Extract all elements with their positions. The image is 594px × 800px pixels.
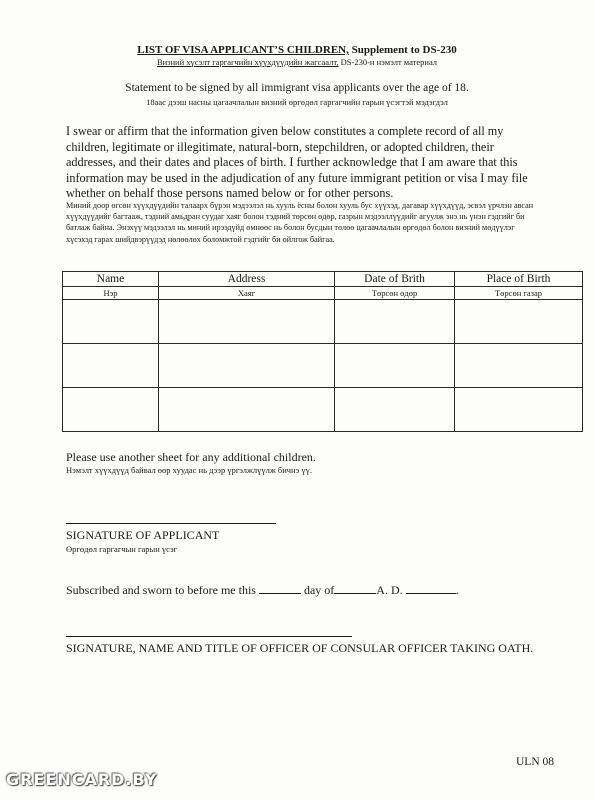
header-date-of-birth-mn: Төрсөн өдөр (335, 287, 455, 300)
header-place-of-birth-mn: Төрсөн газар (455, 287, 583, 300)
sworn-statement (66, 582, 459, 598)
date-of-birth-cell[interactable] (335, 388, 455, 432)
year-blank[interactable] (406, 582, 456, 594)
oath-paragraph-en: I swear or affirm that the information given below constitutes a complete record of all my children, legitimate or illegitimate, natural-born, stepchildren, or adopted children, their addresses, and their dates and places of birth. I further acknowledge that I am aware that this information may be used in the adjudication of any future immigrant petition or visa I may file whether on behalf those persons named below or for other persons. (66, 124, 528, 200)
address-cell[interactable] (159, 344, 335, 388)
sworn-ad: A. D. (376, 583, 403, 597)
sworn-day-of: day of (303, 583, 335, 597)
officer-signature-label: SIGNATURE, NAME AND TITLE OF OFFICER OF CONSULAR OFFICER TAKING OATH. (66, 641, 534, 655)
table-header-row-mn (63, 287, 583, 300)
date-of-birth-cell[interactable] (335, 344, 455, 388)
day-blank[interactable] (259, 582, 301, 594)
form-supplement-mn: DS-230-н нэмэлт материал (338, 57, 438, 67)
applicant-signature-line[interactable] (66, 523, 276, 524)
place-of-birth-cell[interactable] (455, 300, 583, 344)
form-title-mn (0, 57, 594, 67)
header-place-of-birth: Place of Birth (455, 272, 583, 287)
officer-signature-line[interactable] (66, 636, 352, 637)
name-cell[interactable] (63, 388, 159, 432)
name-cell[interactable] (63, 300, 159, 344)
place-of-birth-cell[interactable] (455, 344, 583, 388)
applicant-signature-label-mn: Өргөдөл гаргагчын гарын үсэг (66, 544, 178, 554)
statement-en: Statement to be signed by all immigrant visa applicants over the age of 18. (125, 82, 469, 94)
site-watermark: GREENCARD.BY (6, 770, 158, 789)
oath-paragraph-mn: Миний доор өгсөн хүүхдүүдийн талаарх бүрэн мэдээлэл нь хууль ёсны болон хууль бус хүүхэд, дагавар хүүхдүүд, эсвэл үрчлэн авсан хүүхдүүдийг багтааж, тэдний амьдран суудаг хаяг болон тэдний төрсөн өдөр, газрын мэдээллүүдийг агуулж энэ нь үнэн гэдгийг би батлаж байна. Энэхүү мэдээлэл нь миний ирээдүйд өмнөөс нь болон бусдын төлөө цагаачлалын өргөдөл болон визний мөдүүлэг хүсэхэд гарах шийдвэрүүдэд нөлөөлөх боломжтой гэдгийг би ойлгож байгаа. (66, 201, 534, 244)
statement-mn: 18аас дээш насны цагаачлалын визний өргөдөл гаргагчийн гарын үсэгтэй мэдэгдэл (146, 97, 448, 107)
table-row[interactable] (63, 300, 583, 344)
name-cell[interactable] (63, 344, 159, 388)
sworn-end: . (455, 583, 459, 597)
date-of-birth-cell[interactable] (335, 300, 455, 344)
form-title (0, 44, 594, 56)
form-title-mn-text: Визний хүсэлт гаргагчийн хүүхдүүдийн жагсаалт, (156, 57, 339, 67)
place-of-birth-cell[interactable] (455, 388, 583, 432)
header-name-mn: Нэр (63, 287, 159, 300)
form-header (0, 44, 594, 67)
additional-note-mn: Нэмэлт хүүхдүүд байвал өөр хуудас нь дээр үргэлжлүүлж бичнэ үү. (66, 465, 312, 475)
month-blank[interactable] (334, 582, 376, 594)
sworn-prefix: Subscribed and sworn to before me this (66, 583, 256, 597)
address-cell[interactable] (159, 300, 335, 344)
header-address-mn: Хаяг (159, 287, 335, 300)
table-header-row-en (63, 272, 583, 287)
applicant-signature-label: SIGNATURE OF APPLICANT (66, 528, 220, 542)
table-row[interactable] (63, 388, 583, 432)
form-supplement: Supplement to DS-230 (348, 44, 457, 56)
form-title-text: LIST OF VISA APPLICANT’S CHILDREN, (137, 44, 349, 56)
table-row[interactable] (63, 344, 583, 388)
header-name: Name (63, 272, 159, 287)
address-cell[interactable] (159, 388, 335, 432)
children-table (62, 271, 583, 432)
form-code: ULN 08 (516, 756, 555, 768)
header-date-of-birth: Date of Brith (335, 272, 455, 287)
additional-note-en: Please use another sheet for any additional children. (66, 450, 316, 464)
header-address: Address (159, 272, 335, 287)
